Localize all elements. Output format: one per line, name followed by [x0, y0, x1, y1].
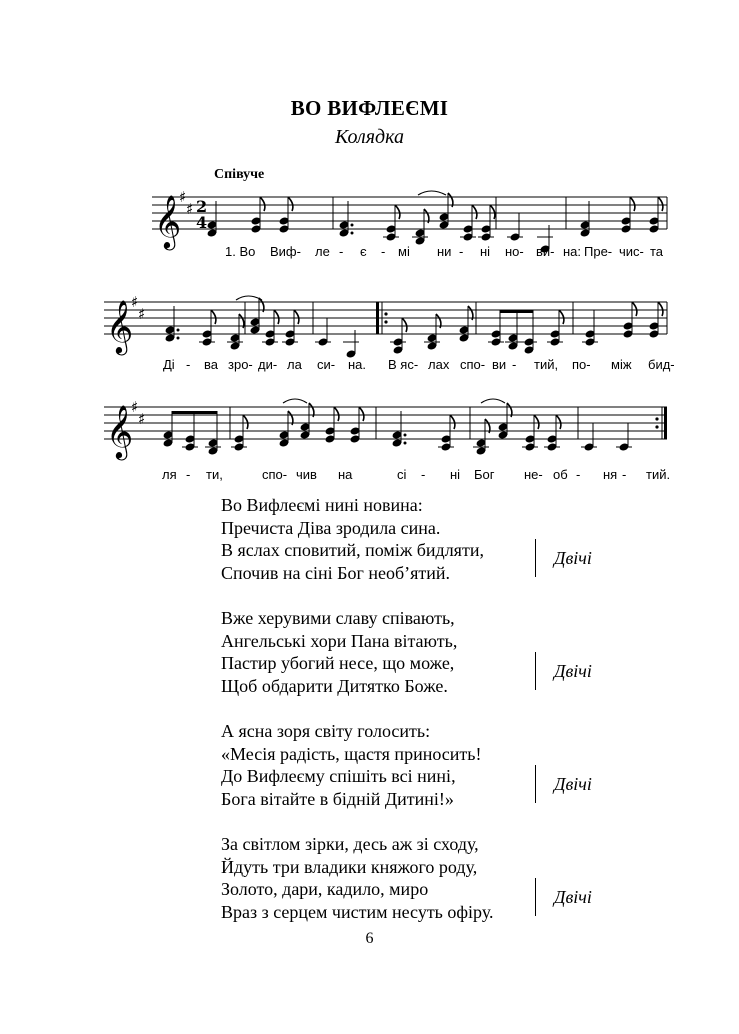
sharp-icon: ♯	[138, 305, 146, 323]
lyric-syllable: -	[576, 467, 581, 482]
lyric-syllable: 1. Во	[225, 244, 256, 259]
note-flag	[632, 302, 637, 316]
stanza-line: Вже херувими славу співають,	[221, 608, 455, 628]
lyric-syllable: на	[338, 467, 353, 482]
lyric-syllable: спо-	[460, 357, 486, 372]
staff-system-1	[0, 187, 739, 247]
repeat-label: Двічі	[554, 661, 592, 681]
note-flag	[450, 415, 455, 429]
lyric-syllable: ти,	[206, 467, 223, 482]
lyric-syllable: -	[339, 244, 344, 259]
stanza-line: Золото, дари, кадило, миро	[221, 879, 429, 900]
dot	[351, 224, 354, 227]
dot	[351, 232, 354, 235]
lyric-syllable: на:	[563, 244, 582, 259]
lyrics-line-2	[0, 357, 739, 373]
lyric-syllable: тий,	[534, 357, 559, 372]
stanza-2	[221, 607, 592, 697]
lyric-syllable: -	[186, 357, 191, 372]
repeat-bracket	[535, 878, 536, 916]
lyric-syllable: -	[622, 467, 627, 482]
stanza-line: За світлом зірки, десь аж зі сходу,	[221, 834, 479, 854]
lyric-syllable: ди-	[258, 357, 278, 372]
staff-system-2	[0, 292, 739, 352]
lyric-syllable: є	[360, 244, 367, 259]
repeat-dot	[384, 320, 387, 323]
repeat-bracket	[535, 765, 536, 803]
repeat-dot	[655, 425, 658, 428]
note-flag	[395, 205, 400, 219]
lyric-syllable: лах	[428, 357, 450, 372]
note-flag	[472, 205, 477, 219]
lyric-syllable: -	[421, 467, 426, 482]
lyrics-line-1	[0, 244, 739, 260]
song-title: ВО ВИФЛЕЄМІ	[290, 96, 449, 120]
lyric-syllable: між	[611, 357, 632, 372]
stanza-line: «Месія радість, щастя приносить!	[221, 743, 482, 764]
lyric-syllable: -	[381, 244, 386, 259]
lyric-syllable: -	[186, 467, 191, 482]
note-flag	[211, 310, 216, 324]
stanza-line: Щоб обдарити Дитятко Боже.	[221, 675, 448, 696]
repeat-label: Двічі	[554, 887, 592, 907]
stanza-line: Спочив на сіні Бог необ’ятий.	[221, 562, 451, 583]
stanza-line: Бога вітайте в бідній Дитині!»	[221, 788, 454, 809]
tempo-marking: Співуче	[214, 167, 265, 182]
stanza-line: Пастир убогий несе, що може,	[221, 653, 455, 674]
lyric-syllable: зро-	[228, 357, 253, 372]
stanza-line: Йдуть три владики княжого роду,	[221, 856, 478, 877]
sharp-icon: ♯	[186, 200, 194, 218]
stanza-1	[221, 494, 592, 584]
lyric-syllable: ви	[492, 357, 507, 372]
page-number: 6	[365, 930, 374, 947]
stanza-line: Пречиста Діва зродила сина.	[221, 517, 441, 538]
lyric-syllable: ня	[603, 467, 618, 482]
dot	[404, 434, 407, 437]
note-flag	[334, 407, 339, 421]
lyric-syllable: чив	[296, 467, 317, 482]
slur	[236, 296, 262, 300]
lyric-syllable: мі	[398, 244, 410, 259]
lyric-syllable: спо-	[262, 467, 288, 482]
lyric-syllable: на.	[348, 357, 367, 372]
stanza-line: До Вифлеєму спішіть всі нині,	[221, 766, 456, 787]
stanza-4	[221, 833, 592, 923]
treble-clef-icon: 𝄞	[106, 299, 134, 353]
lyric-syllable: сі	[397, 467, 407, 482]
note-flag	[630, 197, 635, 211]
lyric-syllable: -	[512, 357, 517, 372]
repeat-barline	[376, 302, 379, 334]
song-subtitle: Колядка	[334, 126, 404, 148]
time-signature-top: 2	[196, 197, 208, 216]
stanza-3	[221, 720, 592, 810]
lyric-syllable: Виф-	[270, 244, 301, 259]
slur	[418, 191, 446, 195]
treble-clef-icon: 𝄞	[106, 404, 134, 458]
repeat-label: Двічі	[554, 548, 592, 568]
lyric-syllable: ні	[480, 244, 491, 259]
stanza-line: Во Вифлеємі нині новина:	[221, 495, 423, 515]
lyric-syllable: по-	[572, 357, 591, 372]
repeat-label: Двічі	[554, 774, 592, 794]
stanza-line: Враз з серцем чистим несуть офіру.	[221, 901, 494, 922]
lyric-syllable: тий.	[646, 467, 671, 482]
stanza-line: В яслах сповитий, поміж бидляти,	[221, 540, 484, 561]
note-flag	[402, 318, 407, 332]
stanza-line: Ангельські хори Пана вітають,	[221, 630, 458, 651]
repeat-dot	[655, 417, 658, 420]
lyric-syllable: ва	[204, 357, 218, 372]
dot	[177, 329, 180, 332]
lyric-syllable: та	[650, 244, 664, 259]
note-flag	[658, 197, 663, 211]
dot	[404, 442, 407, 445]
note-flag	[260, 197, 265, 211]
final-barline	[664, 407, 667, 439]
lyric-syllable: ні	[450, 467, 461, 482]
slur	[283, 399, 307, 403]
note-flag	[294, 310, 299, 324]
dot	[177, 337, 180, 340]
stanza-line: А ясна зоря світу голосить:	[221, 721, 431, 741]
sharp-icon: ♯	[131, 398, 139, 416]
note-flag	[490, 205, 495, 219]
sharp-icon: ♯	[179, 188, 187, 206]
lyric-syllable: ви-	[536, 244, 555, 259]
sharp-icon: ♯	[138, 410, 146, 428]
lyric-syllable: ля	[162, 467, 177, 482]
note-flag	[658, 302, 663, 316]
lyric-syllable: но-	[505, 244, 524, 259]
lyric-syllable: -	[459, 244, 464, 259]
lyric-syllable: ни	[437, 244, 452, 259]
note-flag	[559, 310, 564, 324]
lyrics-line-3	[0, 467, 739, 483]
note-flag	[288, 197, 293, 211]
staff-system-3	[0, 397, 739, 457]
time-signature-bottom: 4	[196, 213, 208, 232]
treble-clef-icon: 𝄞	[154, 194, 182, 248]
note-flag	[359, 407, 364, 421]
note-flag	[243, 415, 248, 429]
repeat-dot	[384, 312, 387, 315]
lyric-syllable: си-	[317, 357, 336, 372]
slur	[481, 399, 505, 403]
repeat-bracket	[535, 652, 536, 690]
lyric-syllable: об	[553, 467, 568, 482]
repeat-bracket	[535, 539, 536, 577]
beam	[172, 411, 217, 414]
note-flag	[556, 415, 561, 429]
lyric-syllable: чис-	[619, 244, 644, 259]
lyric-syllable: Пре-	[584, 244, 613, 259]
lyric-syllable: бид-	[648, 357, 675, 372]
beam	[500, 310, 533, 313]
note-flag	[534, 415, 539, 429]
sharp-icon: ♯	[131, 293, 139, 311]
lyric-syllable: Бог	[474, 467, 495, 482]
lyric-syllable: не-	[524, 467, 543, 482]
lyric-syllable: Ді	[163, 357, 175, 372]
note-flag	[274, 310, 279, 324]
lyric-syllable: ла	[287, 357, 302, 372]
lyric-syllable: В яс-	[388, 357, 419, 372]
lyric-syllable: ле	[315, 244, 330, 259]
